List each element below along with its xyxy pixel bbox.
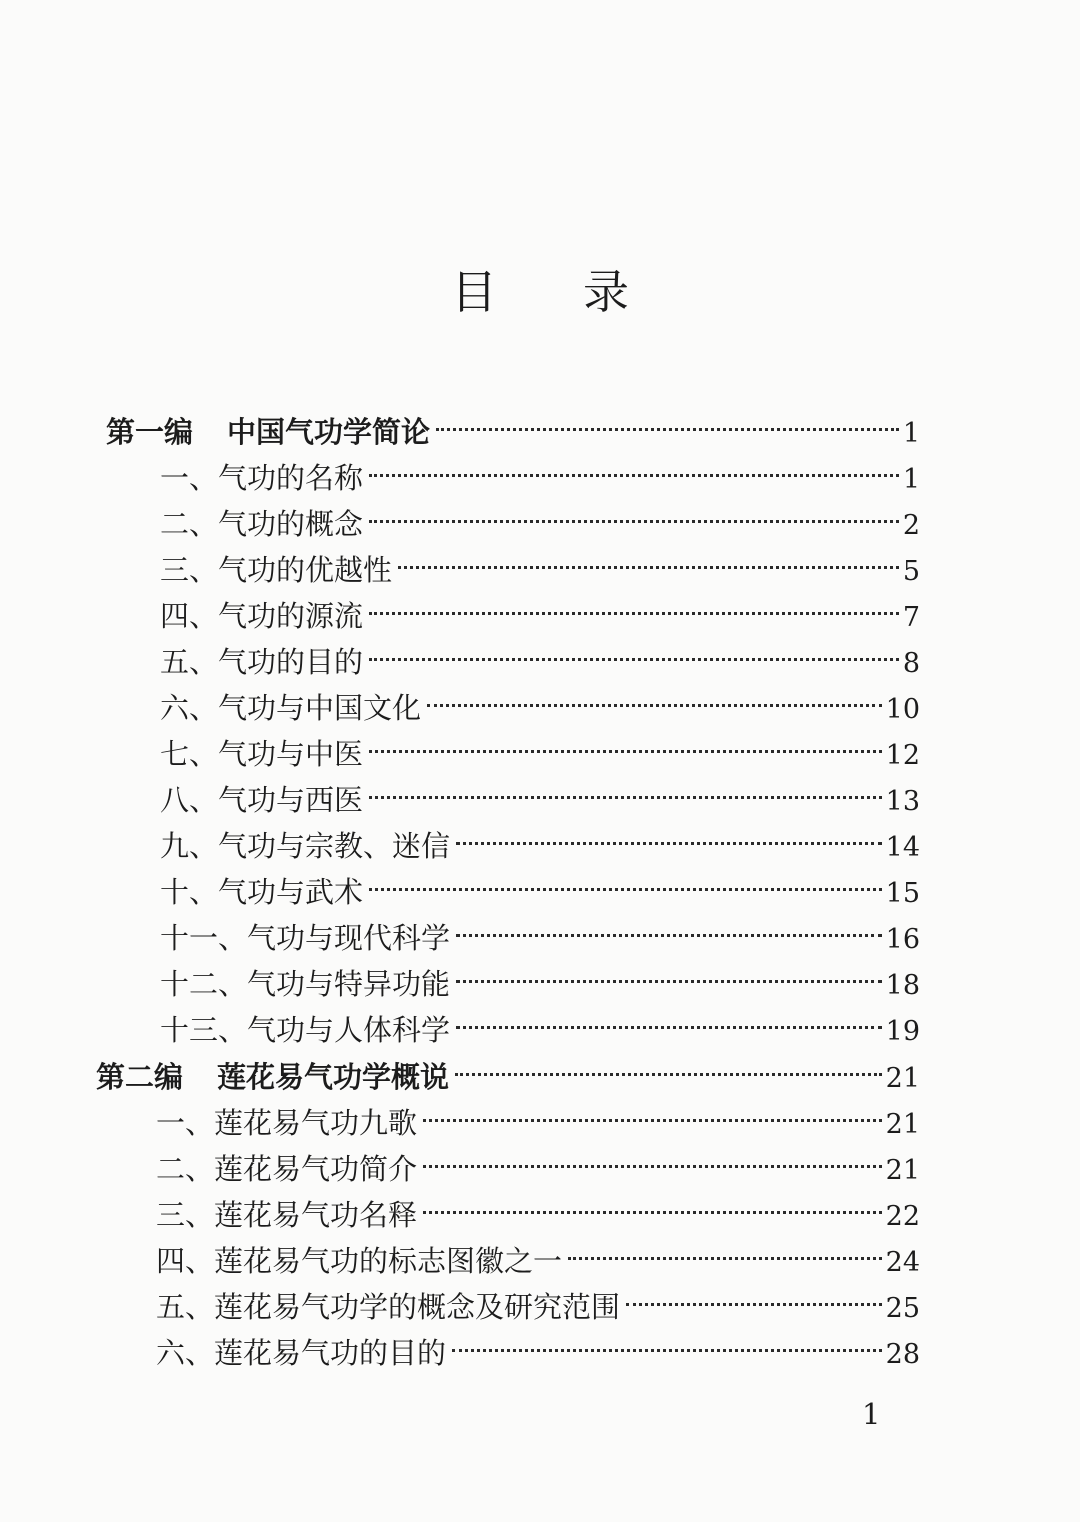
toc-entry[interactable] <box>160 628 920 679</box>
dot-leader <box>423 1181 882 1225</box>
entry-label: 十二、气功与特异功能 <box>160 967 451 1001</box>
dot-leader <box>423 1089 882 1133</box>
entry-label: 二、气功的概念 <box>160 507 364 541</box>
page-number: 21 <box>885 1109 920 1140</box>
page-title <box>0 262 1080 322</box>
toc-entry[interactable] <box>160 444 920 495</box>
page-number: 22 <box>885 1201 920 1232</box>
page-number: 16 <box>885 924 920 955</box>
part-title: 中国气功学简论 <box>227 415 431 449</box>
page-number: 1 <box>902 464 920 495</box>
toc-entry[interactable] <box>160 996 920 1047</box>
toc-entry[interactable] <box>160 812 920 863</box>
page-number: 10 <box>885 694 920 725</box>
toc-entry[interactable] <box>160 766 920 817</box>
toc-part-heading[interactable] <box>106 398 920 449</box>
page-number: 24 <box>885 1247 920 1278</box>
entry-label: 二、莲花易气功简介 <box>156 1152 418 1186</box>
dot-leader <box>452 1319 882 1363</box>
entry-label: 四、莲花易气功的标志图徽之一 <box>156 1244 563 1278</box>
dot-leader <box>626 1273 882 1317</box>
toc-entry[interactable] <box>160 490 920 541</box>
page-number: 5 <box>902 556 920 587</box>
page-number: 8 <box>902 648 920 679</box>
toc-entry[interactable] <box>160 582 920 633</box>
dot-leader <box>369 628 899 672</box>
entry-label: 三、气功的优越性 <box>160 553 393 587</box>
toc-entry[interactable] <box>160 950 920 1001</box>
entry-label: 一、莲花易气功九歌 <box>156 1106 418 1140</box>
page-number: 12 <box>885 740 920 771</box>
dot-leader <box>423 1135 882 1179</box>
page-number: 13 <box>885 786 920 817</box>
dot-leader <box>568 1227 882 1271</box>
dot-leader <box>456 996 882 1040</box>
entry-label: 五、莲花易气功学的概念及研究范围 <box>156 1290 621 1324</box>
entry-label: 十一、气功与现代科学 <box>160 921 451 955</box>
part-label: 第一编 <box>106 415 194 449</box>
toc-entry[interactable] <box>160 674 920 725</box>
dot-leader <box>455 1043 882 1087</box>
toc-entry[interactable] <box>160 536 920 587</box>
toc-part-heading[interactable] <box>96 1043 920 1094</box>
dot-leader <box>369 582 899 626</box>
dot-leader <box>398 536 899 580</box>
page-number: 25 <box>885 1293 920 1324</box>
toc-entry[interactable] <box>160 858 920 909</box>
toc-entry[interactable] <box>160 904 920 955</box>
toc-entry[interactable] <box>160 720 920 771</box>
page-number: 15 <box>885 878 920 909</box>
entry-label: 一、气功的名称 <box>160 461 364 495</box>
toc-entry[interactable] <box>156 1089 920 1140</box>
entry-label: 六、气功与中国文化 <box>160 691 422 725</box>
title-char-2: 录 <box>583 265 629 319</box>
entry-label: 四、气功的源流 <box>160 599 364 633</box>
dot-leader <box>369 720 882 764</box>
dot-leader <box>427 674 882 718</box>
dot-leader <box>456 904 882 948</box>
page-folio: 1 <box>862 1397 881 1431</box>
toc-entry[interactable] <box>156 1135 920 1186</box>
entry-label: 七、气功与中医 <box>160 737 364 771</box>
title-char-1: 目 <box>451 265 497 319</box>
toc-entry[interactable] <box>156 1181 920 1232</box>
page-number: 1 <box>902 418 920 449</box>
page-number: 21 <box>885 1063 920 1094</box>
page-number: 14 <box>885 832 920 863</box>
dot-leader <box>456 950 882 994</box>
dot-leader <box>369 444 899 488</box>
entry-label: 六、莲花易气功的目的 <box>156 1336 447 1370</box>
part-title: 莲花易气功学概说 <box>217 1060 450 1094</box>
page-number: 18 <box>885 970 920 1001</box>
entry-label: 三、莲花易气功名释 <box>156 1198 418 1232</box>
part-label: 第二编 <box>96 1060 184 1094</box>
entry-label: 十三、气功与人体科学 <box>160 1013 451 1047</box>
toc-entry[interactable] <box>156 1227 920 1278</box>
page-number: 19 <box>885 1016 920 1047</box>
entry-label: 九、气功与宗教、迷信 <box>160 829 451 863</box>
dot-leader <box>369 766 882 810</box>
page-number: 7 <box>902 602 920 633</box>
page-number: 21 <box>885 1155 920 1186</box>
dot-leader <box>369 490 899 534</box>
dot-leader <box>369 858 882 902</box>
page-number: 2 <box>902 510 920 541</box>
entry-label: 十、气功与武术 <box>160 875 364 909</box>
entry-label: 八、气功与西医 <box>160 783 364 817</box>
dot-leader <box>456 812 882 856</box>
entry-label: 五、气功的目的 <box>160 645 364 679</box>
toc-entry[interactable] <box>156 1273 920 1324</box>
page-number: 28 <box>885 1339 920 1370</box>
toc-entry[interactable] <box>156 1319 920 1370</box>
dot-leader <box>436 398 899 442</box>
